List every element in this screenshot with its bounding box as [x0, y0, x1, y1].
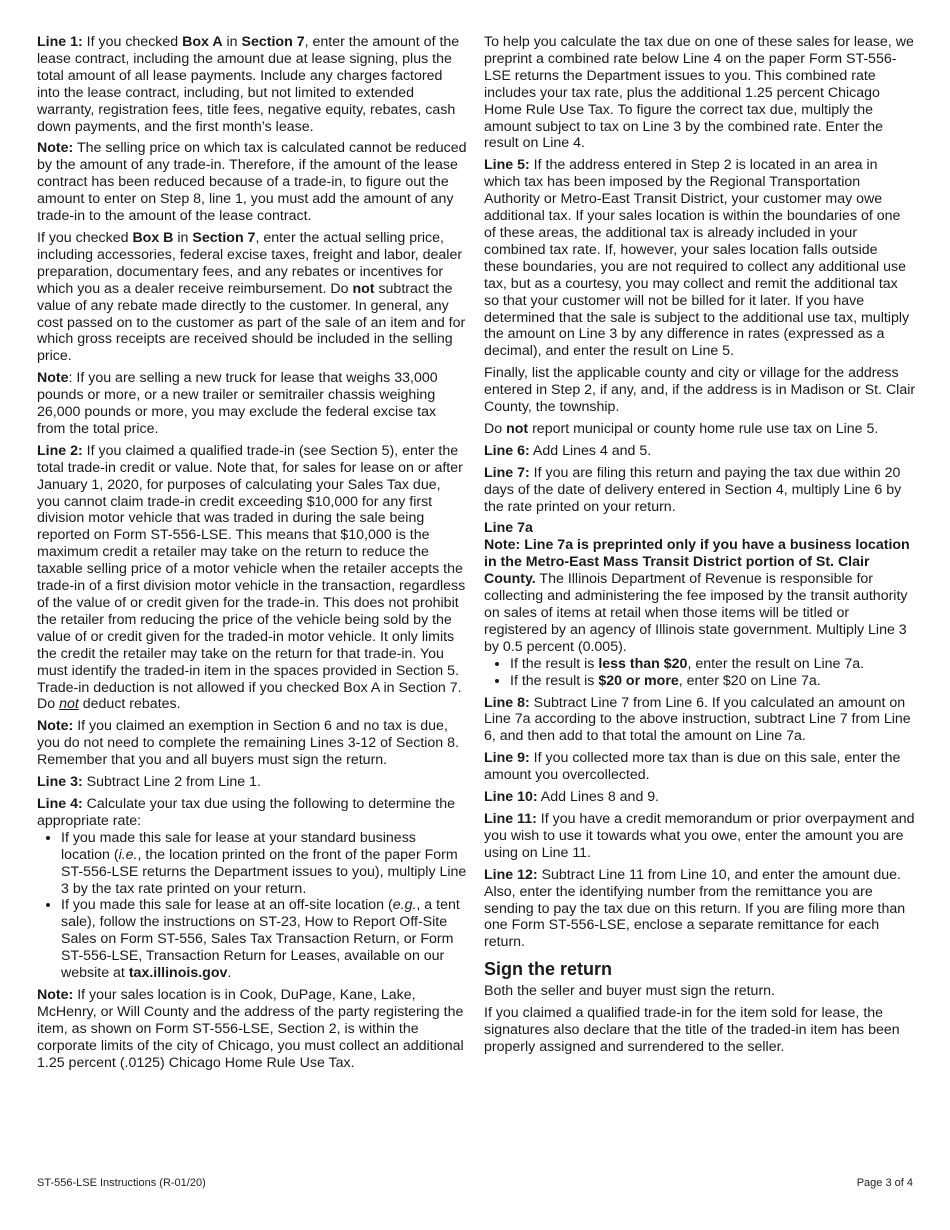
- note-trade-in-paragraph: Note: The selling price on which tax is calculated cannot be reduced by the amount of any trade-in. Therefore, if the amount of the lease contract has been reduced because of a trade-in, to figure out the amount to enter on Step 8, line 1, you must add the amount of any trade-in to the amount of the lease contract.: [37, 140, 467, 225]
- line5-paragraph: Line 5: If the address entered in Step 2 is located in an area in which tax has been imposed by the Regional Transportation Authority or Metro-East Transit District, your customer may owe additional tax. If your sales location is within the boundaries of one of these areas, the additional tax is already included in your combined tax rate. If, however, your sales location falls outside these boundaries, you are not required to collect any additional use tax, but as a courtesy, you may collect and remit the additional tax so that your customer will not be billed for it later. If you have determined that the sale is subject to the additional use tax, multiply the amount on Line 3 by any difference in rates (expressed as a decimal), and enter the result on Line 5.: [484, 157, 910, 360]
- list-item: • If you made this sale for lease at your standard business location (i.e., the location printed on the front of the paper Form ST-556-LSE returns the Department issues to you), multiply Line 3 by the tax rate printed on your return.: [61, 830, 467, 898]
- sign-trade-in-paragraph: If you claimed a qualified trade-in for the item sold for lease, the signatures also declare that the title of the traded-in item has been properly assigned and surrendered to the seller.: [484, 1005, 900, 1055]
- note-truck-paragraph: Note: If you are selling a new truck for lease that weighs 33,000 pounds or more, or a new trailer or semitrailer chassis weighing 26,000 pounds or more, you may exclude the federal excise tax from the total price.: [37, 370, 438, 437]
- line7a-heading: Line 7a: [484, 520, 533, 537]
- county-paragraph: Finally, list the applicable county and city or village for the address entered in Step 2, if any, and, if the address is in Madison or St. Clair County, the township.: [484, 365, 916, 416]
- do-not-report-paragraph: Do not report municipal or county home rule use tax on Line 5.: [484, 420, 879, 437]
- line2-paragraph: Line 2: If you claimed a qualified trade-in (see Section 5), enter the total trade-in credit or value. Note that, for sales for lease on or after January 1, 2020, for purposes of calculating your Sales Tax due, you cannot claim trade-in credit exceeding $10,000 for any first division motor vehicle that was traded in during the sale being reported on Form ST-556-LSE. This means that $10,000 is the maximum credit a retailer may take on the return to reduce the taxable selling price of a motor vehicle when the retailer accepts the trade-in of a first division motor vehicle in the transaction, regardless of the value of or credit given for the trade-in. This does not prohibit the retailer from reducing the price of the vehicle being sold by the value of or credit given for the traded-in motor vehicle. It only limits the credit the retailer may take on the return for that trade-in. You must identify the traded-in item in the spaces provided in Section 5. Trade-in deduction is not allowed if you checked Box A in Section 7. Do not deduct rebates.: [37, 442, 466, 713]
- sign-return-heading: Sign the return: [484, 959, 613, 980]
- line3-paragraph: Line 3: Subtract Line 2 from Line 1.: [37, 774, 261, 791]
- line9-paragraph: Line 9: If you collected more tax than is due on this sale, enter the amount you overcollected.: [484, 750, 901, 784]
- note-chicago-paragraph: Note: If your sales location is in Cook, DuPage, Kane, Lake, McHenry, or Will County and the address of the party registering the item, as shown on Form ST-556-LSE, Section 2, is within the corporate limits of the city of Chicago, you must collect an additional 1.25 percent (.0125) Chicago Home Rule Use Tax.: [37, 986, 464, 1071]
- box-b-paragraph: If you checked Box B in Section 7, enter the actual selling price, including accessories, federal excise taxes, freight and labor, dealer preparation, documentary fees, and any rebates or incentives for which you as a dealer receive reimbursement. Do not subtract the value of any rebate made directly to the customer. In general, any cost passed on to the customer as part of the sale of an item and for which gross receipts are received should be included in the selling price.: [37, 229, 466, 365]
- line7a-bullet-list: [484, 656, 916, 690]
- list-item: • If the result is $20 or more, enter $20 on Line 7a.: [510, 673, 916, 690]
- website-link[interactable]: tax.illinois.gov: [128, 965, 228, 982]
- note-exemption-paragraph: Note: If you claimed an exemption in Section 6 and no tax is due, you do not need to complete the remaining Lines 3-12 of Section 8. Remember that you and all buyers must sign the return.: [37, 718, 459, 769]
- line10-paragraph: Line 10: Add Lines 8 and 9.: [484, 789, 660, 806]
- line7a-paragraph: Note: Line 7a is preprinted only if you have a business location in the Metro-East Mass Transit District portion of St. Clair County. The Illinois Department of Revenue is responsible for collecting and administering the fee imposed by the transit authority on sales of items at retail when those items will be titled or registered by an agency of Illinois state government. Multiply Line 3 by 0.5 percent (0.005).: [484, 537, 910, 655]
- line4-paragraph: Line 4: Calculate your tax due using the following to determine the appropriate rate:: [37, 795, 455, 829]
- sign-both-paragraph: Both the seller and buyer must sign the return.: [484, 983, 776, 1000]
- line8-paragraph: Line 8: Subtract Line 7 from Line 6. If you calculated an amount on Line 7a according to the above instruction, subtract Line 7 from Line 6, and then add to that total the amount on Line 7a.: [484, 694, 911, 745]
- combined-rate-paragraph: To help you calculate the tax due on one of these sales for lease, we preprint a combined rate below Line 4 on the paper Form ST-556-LSE returns the Department issues to you. This combined rate includes your tax rate, plus the additional 1.25 percent Chicago Home Rule Use Tax. To figure the correct tax due, multiply the amount subject to tax on Line 3 by the combined rate. Enter the result on Line 4.: [484, 34, 914, 152]
- line12-paragraph: Line 12: Subtract Line 11 from Line 10, and enter the amount due. Also, enter the identifying number from the remittance you are sending to pay the tax due on this return. If you are filing more than one Form ST-556-LSE, enclose a separate remittance for each return.: [484, 866, 906, 951]
- line6-paragraph: Line 6: Add Lines 4 and 5.: [484, 442, 652, 459]
- line4-bullet-list: [37, 830, 467, 982]
- line7-paragraph: Line 7: If you are filing this return and paying the tax due within 20 days of the date of delivery entered in Section 4, multiply Line 6 by the rate printed on your return.: [484, 464, 902, 515]
- line11-paragraph: Line 11: If you have a credit memorandum or prior overpayment and you wish to use it towards what you owe, enter the amount you are using on Line 11.: [484, 810, 915, 861]
- footer-page-number: Page 3 of 4: [856, 1177, 913, 1189]
- list-item: • If you made this sale for lease at an off-site location (e.g., a tent sale), follow the instructions on ST-23, How to Report Off-Site Sales on Form ST-556, Sales Tax Transaction Return, or Form ST-556-LSE, Transaction Return for Leases, available on our website at tax.illinois.gov.: [61, 897, 467, 982]
- left-column: [37, 34, 467, 1076]
- footer-form-id: ST-556-LSE Instructions (R-01/20): [37, 1177, 206, 1189]
- list-item: • If the result is less than $20, enter the result on Line 7a.: [510, 656, 916, 673]
- right-column: [484, 34, 916, 1061]
- line1-paragraph: Line 1: If you checked Box A in Section 7, enter the amount of the lease contract, including the amount due at lease signing, plus the total amount of all lease payments. Include any charges factored into the lease contract, including, but not limited to extended warranty, registration fees, title fees, negative equity, rebates, cash down payments, and the first month’s lease.: [37, 34, 460, 135]
